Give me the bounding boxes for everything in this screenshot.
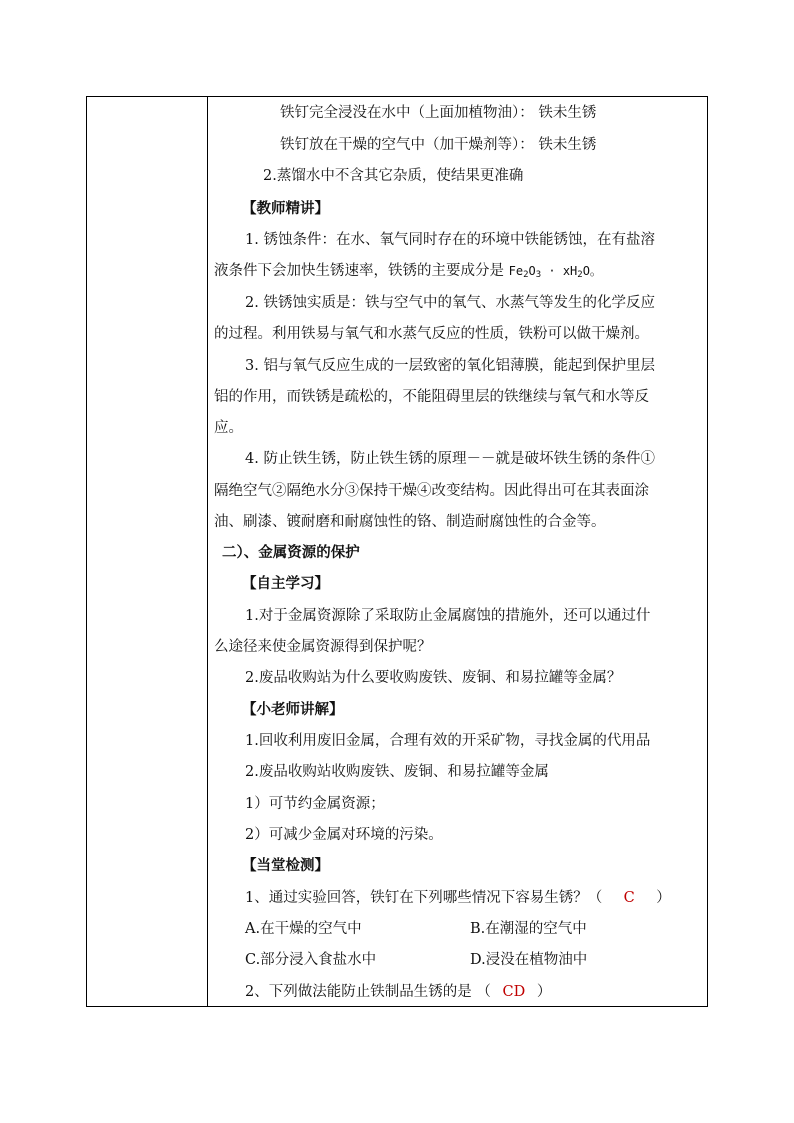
test-answer-1: C xyxy=(623,890,635,906)
lesson-content-cell xyxy=(208,97,707,1006)
heading-student-teacher: 【小老师讲解】 xyxy=(242,701,344,718)
lesson-table xyxy=(86,96,708,1007)
para-3-line-3: 应。 xyxy=(214,420,243,436)
option-b: B.在潮湿的空气中 xyxy=(470,921,587,937)
answer-1: 1.回收利用废旧金属，合理有效的开采矿物，寻找金属的代用品 xyxy=(245,733,651,749)
option-a: A.在干燥的空气中 xyxy=(245,921,362,937)
section-heading-resource-protection: 二）、金属资源的保护 xyxy=(222,544,360,561)
para-1-line-1: 1. 锈蚀条件：在水、氧气同时存在的环境中铁能锈蚀，在有盐溶 xyxy=(245,232,655,248)
answer-2-point-2: 2）可减少金属对环境的污染。 xyxy=(245,827,443,843)
para-4-line-2: 隔绝空气②隔绝水分③保持干燥④改变结构。因此得出可在其表面涂 xyxy=(214,483,649,499)
question-1-line-2: 么途径来使金属资源得到保护呢？ xyxy=(214,639,432,655)
heading-teacher-explain: 【教师精讲】 xyxy=(242,200,329,217)
heading-in-class-test: 【当堂检测】 xyxy=(242,857,329,874)
observation-oil: 铁钉完全浸没在水中（上面加植物油）： 铁未生锈 xyxy=(280,105,597,121)
test-answer-2: CD xyxy=(502,984,526,1000)
question-2: 2.废品收购站为什么要收购废铁、废铜、和易拉罐等金属？ xyxy=(245,670,622,686)
para-2-line-1: 2. 铁锈蚀实质是：铁与空气中的氧气、水蒸气等发生的化学反应 xyxy=(245,295,655,311)
test-question-2: 2、下列做法能防止铁制品生锈的是 （ CD ） xyxy=(245,984,552,1000)
answer-2: 2.废品收购站收购废铁、废铜、和易拉罐等金属 xyxy=(245,764,549,780)
heading-self-study: 【自主学习】 xyxy=(242,575,329,592)
question-1-line-1: 1.对于金属资源除了采取防止金属腐蚀的措施外，还可以通过什 xyxy=(245,608,651,624)
answer-2-point-1: 1）可节约金属资源； xyxy=(245,796,385,812)
option-d: D.浸没在植物油中 xyxy=(470,952,588,968)
observation-dry-air: 铁钉放在干燥的空气中（加干燥剂等）： 铁未生锈 xyxy=(280,137,597,153)
para-3-line-1: 3. 铝与氧气反应生成的一层致密的氧化铝薄膜，能起到保护里层 xyxy=(245,358,655,374)
para-4-line-3: 油、刷漆、镀耐磨和耐腐蚀性的铬、制造耐腐蚀性的合金等。 xyxy=(214,514,606,530)
para-2-line-2: 的过程。利用铁易与氧气和水蒸气反应的性质，铁粉可以做干燥剂。 xyxy=(214,326,649,342)
para-3-line-2: 铝的作用，而铁锈是疏松的，不能阻碍里层的铁继续与氧气和水等反 xyxy=(214,389,649,405)
test-question-1: 1、通过实验回答，铁钉在下列哪些情况下容易生锈？（ C ） xyxy=(245,890,671,906)
option-c: C.部分浸入食盐水中 xyxy=(245,952,377,968)
reason-distilled-water: 2.蒸馏水中不含其它杂质，使结果更准确 xyxy=(263,168,524,184)
para-1-line-2: 液条件下会加快生锈速率，铁锈的主要成分是 $Fe_2O_3 \cdot xH_2O$。 xyxy=(214,263,602,280)
rust-formula: $Fe_2O_3 \cdot xH_2O$。 xyxy=(508,264,602,280)
para-4-line-1: 4. 防止铁生锈，防止铁生锈的原理－－就是破坏铁生锈的条件① xyxy=(245,451,655,467)
